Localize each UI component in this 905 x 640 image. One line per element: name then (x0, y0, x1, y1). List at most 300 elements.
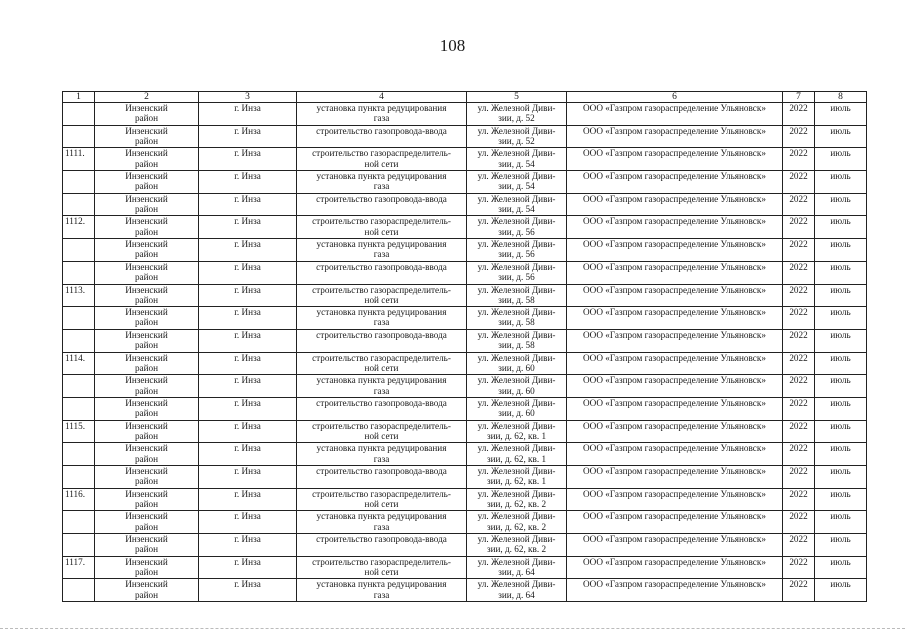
cell-district (95, 148, 199, 171)
address-line: зии, д. 64 (498, 567, 535, 578)
cell-district (95, 488, 199, 511)
address-line: ул. Железной Диви- (477, 125, 556, 136)
address-line: ул. Железной Диви- (477, 352, 556, 363)
cell-organization: ООО «Газпром газораспределение Ульяновск» (567, 420, 783, 443)
work-line: строительство газораспределитель- (312, 420, 451, 431)
cell-work-type (297, 397, 467, 420)
cell-city: г. Инза (199, 420, 297, 443)
table-row (63, 329, 867, 352)
cell-city: г. Инза (199, 488, 297, 511)
cell-year: 2022 (783, 534, 815, 557)
table-row (63, 420, 867, 443)
cell-district (95, 284, 199, 307)
cell-item-number: 1112. (63, 216, 95, 239)
cell-district (95, 579, 199, 602)
table-row (63, 307, 867, 330)
work-line: газа (373, 249, 390, 260)
address-line: ул. Железной Диви- (477, 216, 556, 227)
cell-item-number (63, 193, 95, 216)
work-line: строительство газораспределитель- (312, 556, 451, 567)
address-line: ул. Железной Диви- (477, 397, 556, 408)
work-line: строительство газопровода-ввода (316, 125, 447, 136)
district-line: Инзенский (125, 488, 168, 499)
district-line: Инзенский (125, 511, 168, 522)
work-line: установка пункта редуцирования (316, 239, 447, 250)
district-line: Инзенский (125, 420, 168, 431)
cell-item-number (63, 261, 95, 284)
work-line: газа (373, 113, 390, 124)
cell-city: г. Инза (199, 397, 297, 420)
address-line: ул. Железной Диви- (477, 239, 556, 250)
work-line: строительство газораспределитель- (312, 488, 451, 499)
district-line: район (134, 317, 159, 328)
table-row (63, 261, 867, 284)
work-line: установка пункта редуцирования (316, 579, 447, 590)
cell-district (95, 375, 199, 398)
cell-district (95, 329, 199, 352)
cell-work-type (297, 239, 467, 262)
work-line: строительство газораспределитель- (312, 148, 451, 159)
cell-month: июль (815, 261, 867, 284)
cell-address (467, 329, 567, 352)
district-line: Инзенский (125, 193, 168, 204)
cell-address (467, 556, 567, 579)
cell-month: июль (815, 216, 867, 239)
document-table (62, 91, 867, 602)
cell-item-number (63, 239, 95, 262)
cell-city: г. Инза (199, 556, 297, 579)
address-line: ул. Железной Диви- (477, 534, 556, 545)
table-row (63, 239, 867, 262)
district-line: район (134, 272, 159, 283)
district-line: район (134, 521, 159, 532)
district-line: Инзенский (125, 148, 168, 159)
cell-city: г. Инза (199, 216, 297, 239)
cell-address (467, 352, 567, 375)
address-line: зии, д. 60 (498, 408, 535, 419)
work-line: установка пункта редуцирования (316, 103, 447, 113)
header-col-2: 2 (95, 92, 199, 103)
header-col-4: 4 (297, 92, 467, 103)
cell-address (467, 261, 567, 284)
address-line: зии, д. 58 (498, 340, 535, 351)
cell-address (467, 125, 567, 148)
district-line: Инзенский (125, 307, 168, 318)
address-line: зии, д. 56 (498, 272, 535, 283)
cell-organization: ООО «Газпром газораспределение Ульяновск» (567, 443, 783, 466)
cell-month: июль (815, 125, 867, 148)
address-line: зии, д. 54 (498, 204, 535, 215)
address-line: ул. Железной Диви- (477, 556, 556, 567)
cell-item-number: 1115. (63, 420, 95, 443)
cell-year: 2022 (783, 466, 815, 489)
address-line: зии, д. 58 (498, 317, 535, 328)
district-line: Инзенский (125, 329, 168, 340)
cell-organization: ООО «Газпром газораспределение Ульяновск» (567, 488, 783, 511)
cell-city: г. Инза (199, 125, 297, 148)
table-row (63, 103, 867, 126)
cell-month: июль (815, 443, 867, 466)
cell-district (95, 125, 199, 148)
cell-city: г. Инза (199, 443, 297, 466)
cell-district (95, 397, 199, 420)
cell-district (95, 352, 199, 375)
cell-organization: ООО «Газпром газораспределение Ульяновск» (567, 556, 783, 579)
cell-work-type (297, 307, 467, 330)
district-line: Инзенский (125, 556, 168, 567)
cell-year: 2022 (783, 420, 815, 443)
work-line: ной сети (364, 498, 399, 509)
scan-edge-line (0, 628, 905, 629)
cell-work-type (297, 375, 467, 398)
cell-district (95, 103, 199, 126)
cell-city: г. Инза (199, 579, 297, 602)
cell-city: г. Инза (199, 148, 297, 171)
table-row (63, 534, 867, 557)
cell-organization: ООО «Газпром газораспределение Ульяновск» (567, 534, 783, 557)
cell-work-type (297, 125, 467, 148)
work-line: строительство газораспределитель- (312, 284, 451, 295)
work-line: установка пункта редуцирования (316, 307, 447, 318)
work-line: ной сети (364, 430, 399, 441)
cell-month: июль (815, 466, 867, 489)
header-col-7: 7 (783, 92, 815, 103)
address-line: ул. Железной Диви- (477, 488, 556, 499)
address-line: зии, д. 60 (498, 385, 535, 396)
cell-month: июль (815, 193, 867, 216)
district-line: район (134, 567, 159, 578)
work-line: строительство газопровода-ввода (316, 534, 447, 545)
address-line: ул. Железной Диви- (477, 103, 556, 113)
cell-work-type (297, 193, 467, 216)
work-line: установка пункта редуцирования (316, 511, 447, 522)
address-line: зии, д. 62, кв. 2 (486, 544, 547, 555)
cell-work-type (297, 466, 467, 489)
table-row (63, 488, 867, 511)
address-line: ул. Железной Диви- (477, 193, 556, 204)
cell-work-type (297, 556, 467, 579)
table-row (63, 284, 867, 307)
cell-work-type (297, 284, 467, 307)
address-line: ул. Железной Диви- (477, 511, 556, 522)
cell-month: июль (815, 556, 867, 579)
cell-district (95, 261, 199, 284)
cell-address (467, 171, 567, 194)
work-line: газа (373, 589, 390, 600)
district-line: Инзенский (125, 375, 168, 386)
work-line: установка пункта редуцирования (316, 443, 447, 454)
address-line: зии, д. 54 (498, 158, 535, 169)
cell-work-type (297, 443, 467, 466)
cell-month: июль (815, 284, 867, 307)
cell-work-type (297, 261, 467, 284)
cell-organization: ООО «Газпром газораспределение Ульяновск» (567, 216, 783, 239)
cell-address (467, 534, 567, 557)
work-line: газа (373, 453, 390, 464)
cell-address (467, 511, 567, 534)
cell-district (95, 511, 199, 534)
work-line: ной сети (364, 362, 399, 373)
cell-item-number (63, 103, 95, 126)
cell-address (467, 488, 567, 511)
cell-organization: ООО «Газпром газораспределение Ульяновск» (567, 579, 783, 602)
cell-city: г. Инза (199, 511, 297, 534)
cell-work-type (297, 171, 467, 194)
district-line: район (134, 158, 159, 169)
cell-item-number (63, 579, 95, 602)
cell-district (95, 239, 199, 262)
table-row (63, 148, 867, 171)
cell-address (467, 466, 567, 489)
cell-address (467, 103, 567, 126)
cell-city: г. Инза (199, 239, 297, 262)
cell-year: 2022 (783, 171, 815, 194)
cell-organization: ООО «Газпром газораспределение Ульяновск» (567, 284, 783, 307)
cell-month: июль (815, 148, 867, 171)
work-line: ной сети (364, 294, 399, 305)
address-line: ул. Железной Диви- (477, 420, 556, 431)
table-header (63, 92, 867, 103)
cell-address (467, 216, 567, 239)
cell-organization: ООО «Газпром газораспределение Ульяновск» (567, 307, 783, 330)
cell-month: июль (815, 352, 867, 375)
cell-city: г. Инза (199, 284, 297, 307)
cell-year: 2022 (783, 443, 815, 466)
district-line: Инзенский (125, 352, 168, 363)
cell-work-type (297, 488, 467, 511)
address-line: зии, д. 64 (498, 589, 535, 600)
cell-district (95, 443, 199, 466)
cell-organization: ООО «Газпром газораспределение Ульяновск» (567, 103, 783, 126)
table-row (63, 397, 867, 420)
cell-address (467, 420, 567, 443)
work-line: газа (373, 521, 390, 532)
cell-address (467, 375, 567, 398)
cell-year: 2022 (783, 284, 815, 307)
address-line: зии, д. 62, кв. 1 (486, 476, 547, 487)
cell-city: г. Инза (199, 329, 297, 352)
district-line: район (134, 430, 159, 441)
cell-city: г. Инза (199, 352, 297, 375)
cell-address (467, 397, 567, 420)
cell-year: 2022 (783, 148, 815, 171)
district-line: район (134, 476, 159, 487)
cell-month: июль (815, 329, 867, 352)
header-col-1: 1 (63, 92, 95, 103)
work-line: установка пункта редуцирования (316, 375, 447, 386)
cell-city: г. Инза (199, 103, 297, 126)
cell-organization: ООО «Газпром газораспределение Ульяновск» (567, 148, 783, 171)
cell-address (467, 307, 567, 330)
work-line: строительство газопровода-ввода (316, 329, 447, 340)
table-row (63, 579, 867, 602)
cell-item-number (63, 397, 95, 420)
cell-organization: ООО «Газпром газораспределение Ульяновск» (567, 329, 783, 352)
address-line: ул. Железной Диви- (477, 329, 556, 340)
address-line: зии, д. 60 (498, 362, 535, 373)
cell-work-type (297, 148, 467, 171)
cell-month: июль (815, 171, 867, 194)
district-line: район (134, 294, 159, 305)
work-line: строительство газораспределитель- (312, 352, 451, 363)
cell-city: г. Инза (199, 261, 297, 284)
cell-district (95, 193, 199, 216)
table-row (63, 556, 867, 579)
table-row (63, 125, 867, 148)
address-line: ул. Железной Диви- (477, 443, 556, 454)
district-line: Инзенский (125, 125, 168, 136)
work-line: строительство газопровода-ввода (316, 193, 447, 204)
cell-district (95, 216, 199, 239)
cell-year: 2022 (783, 397, 815, 420)
table-row (63, 511, 867, 534)
address-line: зии, д. 52 (498, 135, 535, 146)
cell-district (95, 171, 199, 194)
cell-work-type (297, 534, 467, 557)
cell-organization: ООО «Газпром газораспределение Ульяновск» (567, 125, 783, 148)
cell-work-type (297, 216, 467, 239)
cell-item-number: 1111. (63, 148, 95, 171)
address-line: ул. Железной Диви- (477, 307, 556, 318)
district-line: район (134, 408, 159, 419)
address-line: зии, д. 62, кв. 1 (486, 430, 547, 441)
address-line: ул. Железной Диви- (477, 466, 556, 476)
cell-year: 2022 (783, 488, 815, 511)
header-row (63, 92, 867, 103)
work-line: газа (373, 317, 390, 328)
cell-item-number: 1116. (63, 488, 95, 511)
cell-organization: ООО «Газпром газораспределение Ульяновск» (567, 261, 783, 284)
table-body (63, 103, 867, 602)
cell-month: июль (815, 307, 867, 330)
cell-year: 2022 (783, 511, 815, 534)
cell-work-type (297, 579, 467, 602)
cell-city: г. Инза (199, 534, 297, 557)
table-row (63, 375, 867, 398)
cell-year: 2022 (783, 193, 815, 216)
cell-address (467, 193, 567, 216)
district-line: Инзенский (125, 397, 168, 408)
cell-work-type (297, 329, 467, 352)
address-line: зии, д. 62, кв. 2 (486, 521, 547, 532)
work-line: строительство газопровода-ввода (316, 397, 447, 408)
district-line: Инзенский (125, 216, 168, 227)
district-line: район (134, 249, 159, 260)
address-line: зии, д. 54 (498, 181, 535, 192)
cell-address (467, 579, 567, 602)
address-line: ул. Железной Диви- (477, 284, 556, 295)
cell-organization: ООО «Газпром газораспределение Ульяновск» (567, 397, 783, 420)
work-line: установка пункта редуцирования (316, 171, 447, 182)
address-line: ул. Железной Диви- (477, 261, 556, 272)
address-line: зии, д. 56 (498, 249, 535, 260)
cell-organization: ООО «Газпром газораспределение Ульяновск» (567, 352, 783, 375)
cell-city: г. Инза (199, 375, 297, 398)
cell-year: 2022 (783, 261, 815, 284)
cell-item-number: 1113. (63, 284, 95, 307)
district-line: район (134, 385, 159, 396)
cell-district (95, 466, 199, 489)
cell-address (467, 284, 567, 307)
cell-item-number: 1114. (63, 352, 95, 375)
cell-year: 2022 (783, 216, 815, 239)
cell-work-type (297, 420, 467, 443)
cell-year: 2022 (783, 125, 815, 148)
cell-month: июль (815, 579, 867, 602)
header-col-8: 8 (815, 92, 867, 103)
header-col-5: 5 (467, 92, 567, 103)
address-line: зии, д. 58 (498, 294, 535, 305)
cell-item-number (63, 125, 95, 148)
work-line: строительство газопровода-ввода (316, 466, 447, 476)
district-line: район (134, 204, 159, 215)
work-line: ной сети (364, 158, 399, 169)
table-row (63, 466, 867, 489)
district-line: район (134, 453, 159, 464)
cell-item-number (63, 466, 95, 489)
district-line: район (134, 544, 159, 555)
cell-district (95, 307, 199, 330)
table-row (63, 443, 867, 466)
cell-item-number (63, 307, 95, 330)
cell-city: г. Инза (199, 193, 297, 216)
address-line: ул. Железной Диви- (477, 148, 556, 159)
district-line: Инзенский (125, 171, 168, 182)
district-line: район (134, 226, 159, 237)
address-line: зии, д. 62, кв. 2 (486, 498, 547, 509)
cell-district (95, 556, 199, 579)
cell-district (95, 420, 199, 443)
cell-year: 2022 (783, 579, 815, 602)
cell-work-type (297, 103, 467, 126)
district-line: Инзенский (125, 261, 168, 272)
cell-item-number (63, 443, 95, 466)
address-line: зии, д. 56 (498, 226, 535, 237)
header-col-6: 6 (567, 92, 783, 103)
district-line: район (134, 113, 159, 124)
cell-item-number (63, 375, 95, 398)
cell-address (467, 239, 567, 262)
table-row (63, 193, 867, 216)
cell-organization: ООО «Газпром газораспределение Ульяновск» (567, 511, 783, 534)
cell-item-number (63, 534, 95, 557)
district-line: район (134, 362, 159, 373)
address-line: зии, д. 52 (498, 113, 535, 124)
cell-year: 2022 (783, 375, 815, 398)
cell-month: июль (815, 420, 867, 443)
work-line: газа (373, 385, 390, 396)
cell-organization: ООО «Газпром газораспределение Ульяновск» (567, 171, 783, 194)
district-line: район (134, 135, 159, 146)
cell-month: июль (815, 397, 867, 420)
cell-item-number: 1117. (63, 556, 95, 579)
cell-work-type (297, 511, 467, 534)
cell-item-number (63, 511, 95, 534)
district-line: Инзенский (125, 579, 168, 590)
cell-organization: ООО «Газпром газораспределение Ульяновск» (567, 466, 783, 489)
cell-city: г. Инза (199, 466, 297, 489)
cell-year: 2022 (783, 556, 815, 579)
header-col-3: 3 (199, 92, 297, 103)
work-line: ной сети (364, 226, 399, 237)
work-line: газа (373, 181, 390, 192)
district-line: Инзенский (125, 466, 168, 476)
cell-organization: ООО «Газпром газораспределение Ульяновск» (567, 239, 783, 262)
cell-work-type (297, 352, 467, 375)
district-line: район (134, 498, 159, 509)
cell-month: июль (815, 239, 867, 262)
cell-organization: ООО «Газпром газораспределение Ульяновск» (567, 193, 783, 216)
